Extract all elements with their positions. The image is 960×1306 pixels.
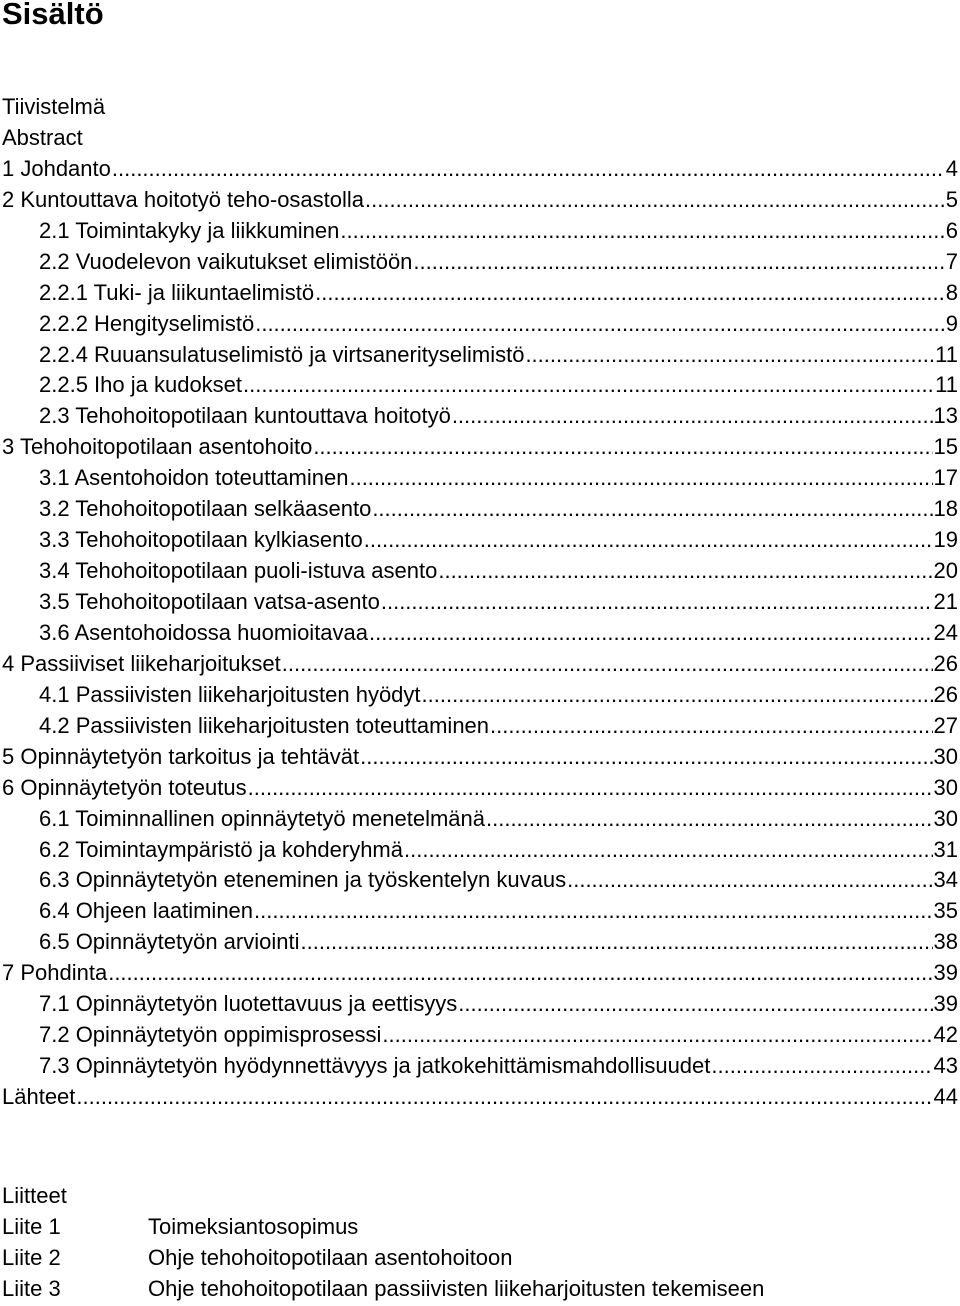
toc-entry-title: 6.1 Toiminnallinen opinnäytetyö menetelmänä (39, 805, 485, 831)
toc-dot-leader (525, 340, 934, 371)
toc-dot-leader (486, 804, 933, 835)
toc-entry[interactable] (2, 649, 958, 680)
toc-entry-title: 3.6 Asentohoidossa huomioitavaa (39, 619, 369, 645)
toc-entry-page: 43 (933, 1053, 958, 1079)
toc-entry[interactable] (2, 494, 958, 525)
toc-entry-page: 20 (933, 558, 958, 584)
toc-entry[interactable] (2, 773, 958, 804)
table-of-contents (2, 92, 958, 1113)
appendix-label: Liite 2 (2, 1245, 61, 1270)
appendix-label: Liite 3 (2, 1276, 61, 1301)
toc-entry[interactable] (2, 185, 958, 216)
toc-entry[interactable] (2, 1020, 958, 1051)
appendix-label: Liite 1 (2, 1214, 61, 1239)
toc-entry[interactable] (2, 865, 958, 896)
toc-dot-leader (301, 927, 933, 958)
toc-dot-leader (567, 865, 932, 896)
toc-entry-title: 7 Pohdinta (2, 960, 108, 986)
toc-entry[interactable] (2, 711, 958, 742)
toc-dot-leader (243, 370, 934, 401)
toc-entry-title: 7.2 Opinnäytetyön oppimisprosessi (39, 1022, 382, 1048)
toc-entry[interactable] (2, 1051, 958, 1082)
toc-entry-page: 31 (933, 836, 958, 862)
appendix-item (2, 1211, 958, 1242)
toc-entry-title: 4.1 Passiivisten liikeharjoitusten hyödyt (39, 681, 421, 707)
toc-entry-title: Lähteet (2, 1084, 76, 1109)
toc-dot-leader (711, 1051, 932, 1082)
toc-entry[interactable] (2, 123, 958, 154)
toc-dot-leader (369, 618, 933, 649)
toc-dot-leader (313, 432, 932, 463)
toc-entry-title: 4.2 Passiivisten liikeharjoitusten toteuttaminen (39, 712, 490, 738)
toc-dot-leader (248, 773, 933, 804)
toc-dot-leader (458, 989, 932, 1020)
toc-entry[interactable] (2, 804, 958, 835)
toc-entry[interactable] (2, 92, 958, 123)
toc-entry-title: 5 Opinnäytetyön tarkoitus ja tehtävät (2, 743, 360, 769)
toc-entry-page: 19 (933, 527, 958, 553)
toc-entry-title: 4 Passiiviset liikeharjoitukset (2, 650, 281, 676)
toc-dot-leader (438, 556, 932, 587)
toc-entry-title: Tiivistelmä (2, 94, 106, 119)
toc-entry[interactable] (2, 587, 958, 618)
toc-dot-leader (372, 494, 932, 525)
toc-entry-title: 2.1 Toimintakyky ja liikkuminen (39, 217, 340, 243)
toc-entry-title: 7.3 Opinnäytetyön hyödynnettävyys ja jatkokehittämismahdollisuudet (39, 1053, 711, 1079)
toc-dot-leader (490, 711, 932, 742)
toc-entry-page: 42 (933, 1022, 958, 1048)
toc-entry-page: 44 (933, 1084, 958, 1109)
toc-entry[interactable] (2, 927, 958, 958)
toc-dot-leader (381, 587, 933, 618)
toc-entry-title: 2 Kuntouttava hoitotyö teho-osastolla (2, 186, 365, 212)
toc-entry[interactable] (2, 370, 958, 401)
toc-entry[interactable] (2, 278, 958, 309)
toc-dot-leader (254, 896, 932, 927)
toc-entry-title: 3.5 Tehohoitopotilaan vatsa-asento (39, 589, 380, 614)
toc-entry-title: 6.4 Ohjeen laatiminen (39, 898, 254, 924)
toc-entry-page: 9 (945, 310, 958, 336)
toc-entry-title: 3 Tehohoitopotilaan asentohoito (2, 434, 313, 460)
toc-entry-title: 6 Opinnäytetyön toteutus (2, 774, 247, 800)
toc-entry-title: 6.5 Opinnäytetyön arviointi (39, 929, 300, 955)
toc-dot-leader (255, 309, 945, 340)
appendix-list (2, 1180, 958, 1304)
toc-entry-title: 7.1 Opinnäytetyön luotettavuus ja eettisyys (39, 991, 458, 1017)
page-title: Sisältö (2, 0, 104, 31)
toc-entry-page: 35 (933, 898, 958, 924)
toc-entry[interactable] (2, 154, 958, 185)
appendix-description: Ohje tehohoitopotilaan asentohoitoon (148, 1245, 513, 1270)
appendix-item (2, 1242, 958, 1273)
toc-dot-leader (360, 742, 932, 773)
toc-entry-title: 2.2.2 Hengityselimistö (39, 310, 255, 336)
toc-entry-page: 39 (933, 991, 958, 1017)
toc-entry-page: 17 (933, 465, 958, 491)
toc-dot-leader (315, 278, 945, 309)
toc-entry[interactable] (2, 835, 958, 866)
toc-entry-page: 11 (935, 372, 958, 398)
toc-entry[interactable] (2, 340, 958, 371)
toc-entry[interactable] (2, 896, 958, 927)
toc-entry-page: 5 (945, 186, 958, 212)
toc-entry-title: 3.1 Asentohoidon toteuttaminen (39, 465, 349, 491)
toc-dot-leader (364, 525, 933, 556)
toc-entry[interactable] (2, 463, 958, 494)
toc-entry-page: 27 (933, 712, 958, 738)
toc-entry-page: 11 (935, 341, 958, 367)
toc-entry-page: 21 (933, 589, 958, 614)
toc-entry[interactable] (2, 432, 958, 463)
toc-entry[interactable] (2, 556, 958, 587)
toc-entry-title: 3.2 Tehohoitopotilaan selkäasento (39, 496, 372, 522)
toc-entry-title: 3.4 Tehohoitopotilaan puoli-istuva asento (39, 558, 438, 584)
toc-dot-leader (382, 1020, 932, 1051)
toc-entry-page: 8 (945, 279, 958, 305)
toc-entry-title: 2.2.5 Iho ja kudokset (39, 372, 243, 398)
toc-entry-page: 30 (933, 743, 958, 769)
toc-dot-leader (452, 401, 933, 432)
toc-entry[interactable] (2, 680, 958, 711)
toc-entry-title: 2.2.4 Ruuansulatuselimistö ja virtsanerityselimistö (39, 341, 525, 367)
toc-entry-page: 6 (945, 217, 958, 243)
toc-dot-leader (76, 1082, 932, 1113)
toc-entry-title: 2.2.1 Tuki- ja liikuntaelimistö (39, 279, 315, 305)
toc-entry-title: 2.2 Vuodelevon vaikutukset elimistöön (39, 248, 413, 274)
toc-entry[interactable] (2, 247, 958, 278)
toc-dot-leader (422, 680, 933, 711)
toc-entry-title: 6.3 Opinnäytetyön eteneminen ja työskentelyn kuvaus (39, 867, 567, 893)
appendix-description: Ohje tehohoitopotilaan passiivisten liikeharjoitusten tekemiseen (148, 1276, 765, 1301)
toc-entry-title: 6.2 Toimintaympäristö ja kohderyhmä (39, 836, 403, 862)
toc-entry-page: 4 (945, 155, 958, 181)
toc-entry-page: 15 (933, 434, 958, 460)
toc-dot-leader (349, 463, 932, 494)
toc-entry[interactable] (2, 525, 958, 556)
toc-entry-page: 30 (933, 805, 958, 831)
toc-dot-leader (413, 247, 944, 278)
toc-dot-leader (365, 185, 945, 216)
toc-entry-page: 7 (945, 248, 958, 274)
toc-dot-leader (404, 835, 933, 866)
toc-dot-leader (112, 154, 945, 185)
toc-dot-leader (340, 216, 944, 247)
appendix-description: Toimeksiantosopimus (148, 1214, 359, 1239)
appendix-heading: Liitteet (2, 1183, 67, 1208)
toc-entry-title: 2.3 Tehohoitopotilaan kuntouttava hoitotyö (39, 403, 451, 429)
toc-entry-page: 24 (933, 619, 958, 645)
toc-entry-page: 26 (933, 650, 958, 676)
toc-dot-leader (108, 958, 932, 989)
toc-entry[interactable] (2, 958, 958, 989)
toc-entry-title: Abstract (2, 124, 83, 150)
toc-entry[interactable] (2, 989, 958, 1020)
toc-entry[interactable] (2, 1082, 958, 1113)
toc-entry-page: 18 (933, 496, 958, 522)
toc-entry-page: 26 (933, 681, 958, 707)
toc-entry-page: 39 (933, 960, 958, 986)
toc-entry[interactable] (2, 401, 958, 432)
toc-entry-page: 38 (933, 929, 958, 955)
toc-entry-page: 13 (933, 403, 958, 429)
toc-entry[interactable] (2, 216, 958, 247)
toc-entry[interactable] (2, 742, 958, 773)
toc-entry-title: 3.3 Tehohoitopotilaan kylkiasento (39, 527, 363, 553)
appendix-item (2, 1273, 958, 1304)
toc-entry[interactable] (2, 309, 958, 340)
toc-entry-page: 30 (933, 774, 958, 800)
toc-entry[interactable] (2, 618, 958, 649)
toc-entry-title: 1 Johdanto (2, 155, 111, 181)
toc-dot-leader (282, 649, 933, 680)
toc-entry-page: 34 (933, 867, 958, 893)
